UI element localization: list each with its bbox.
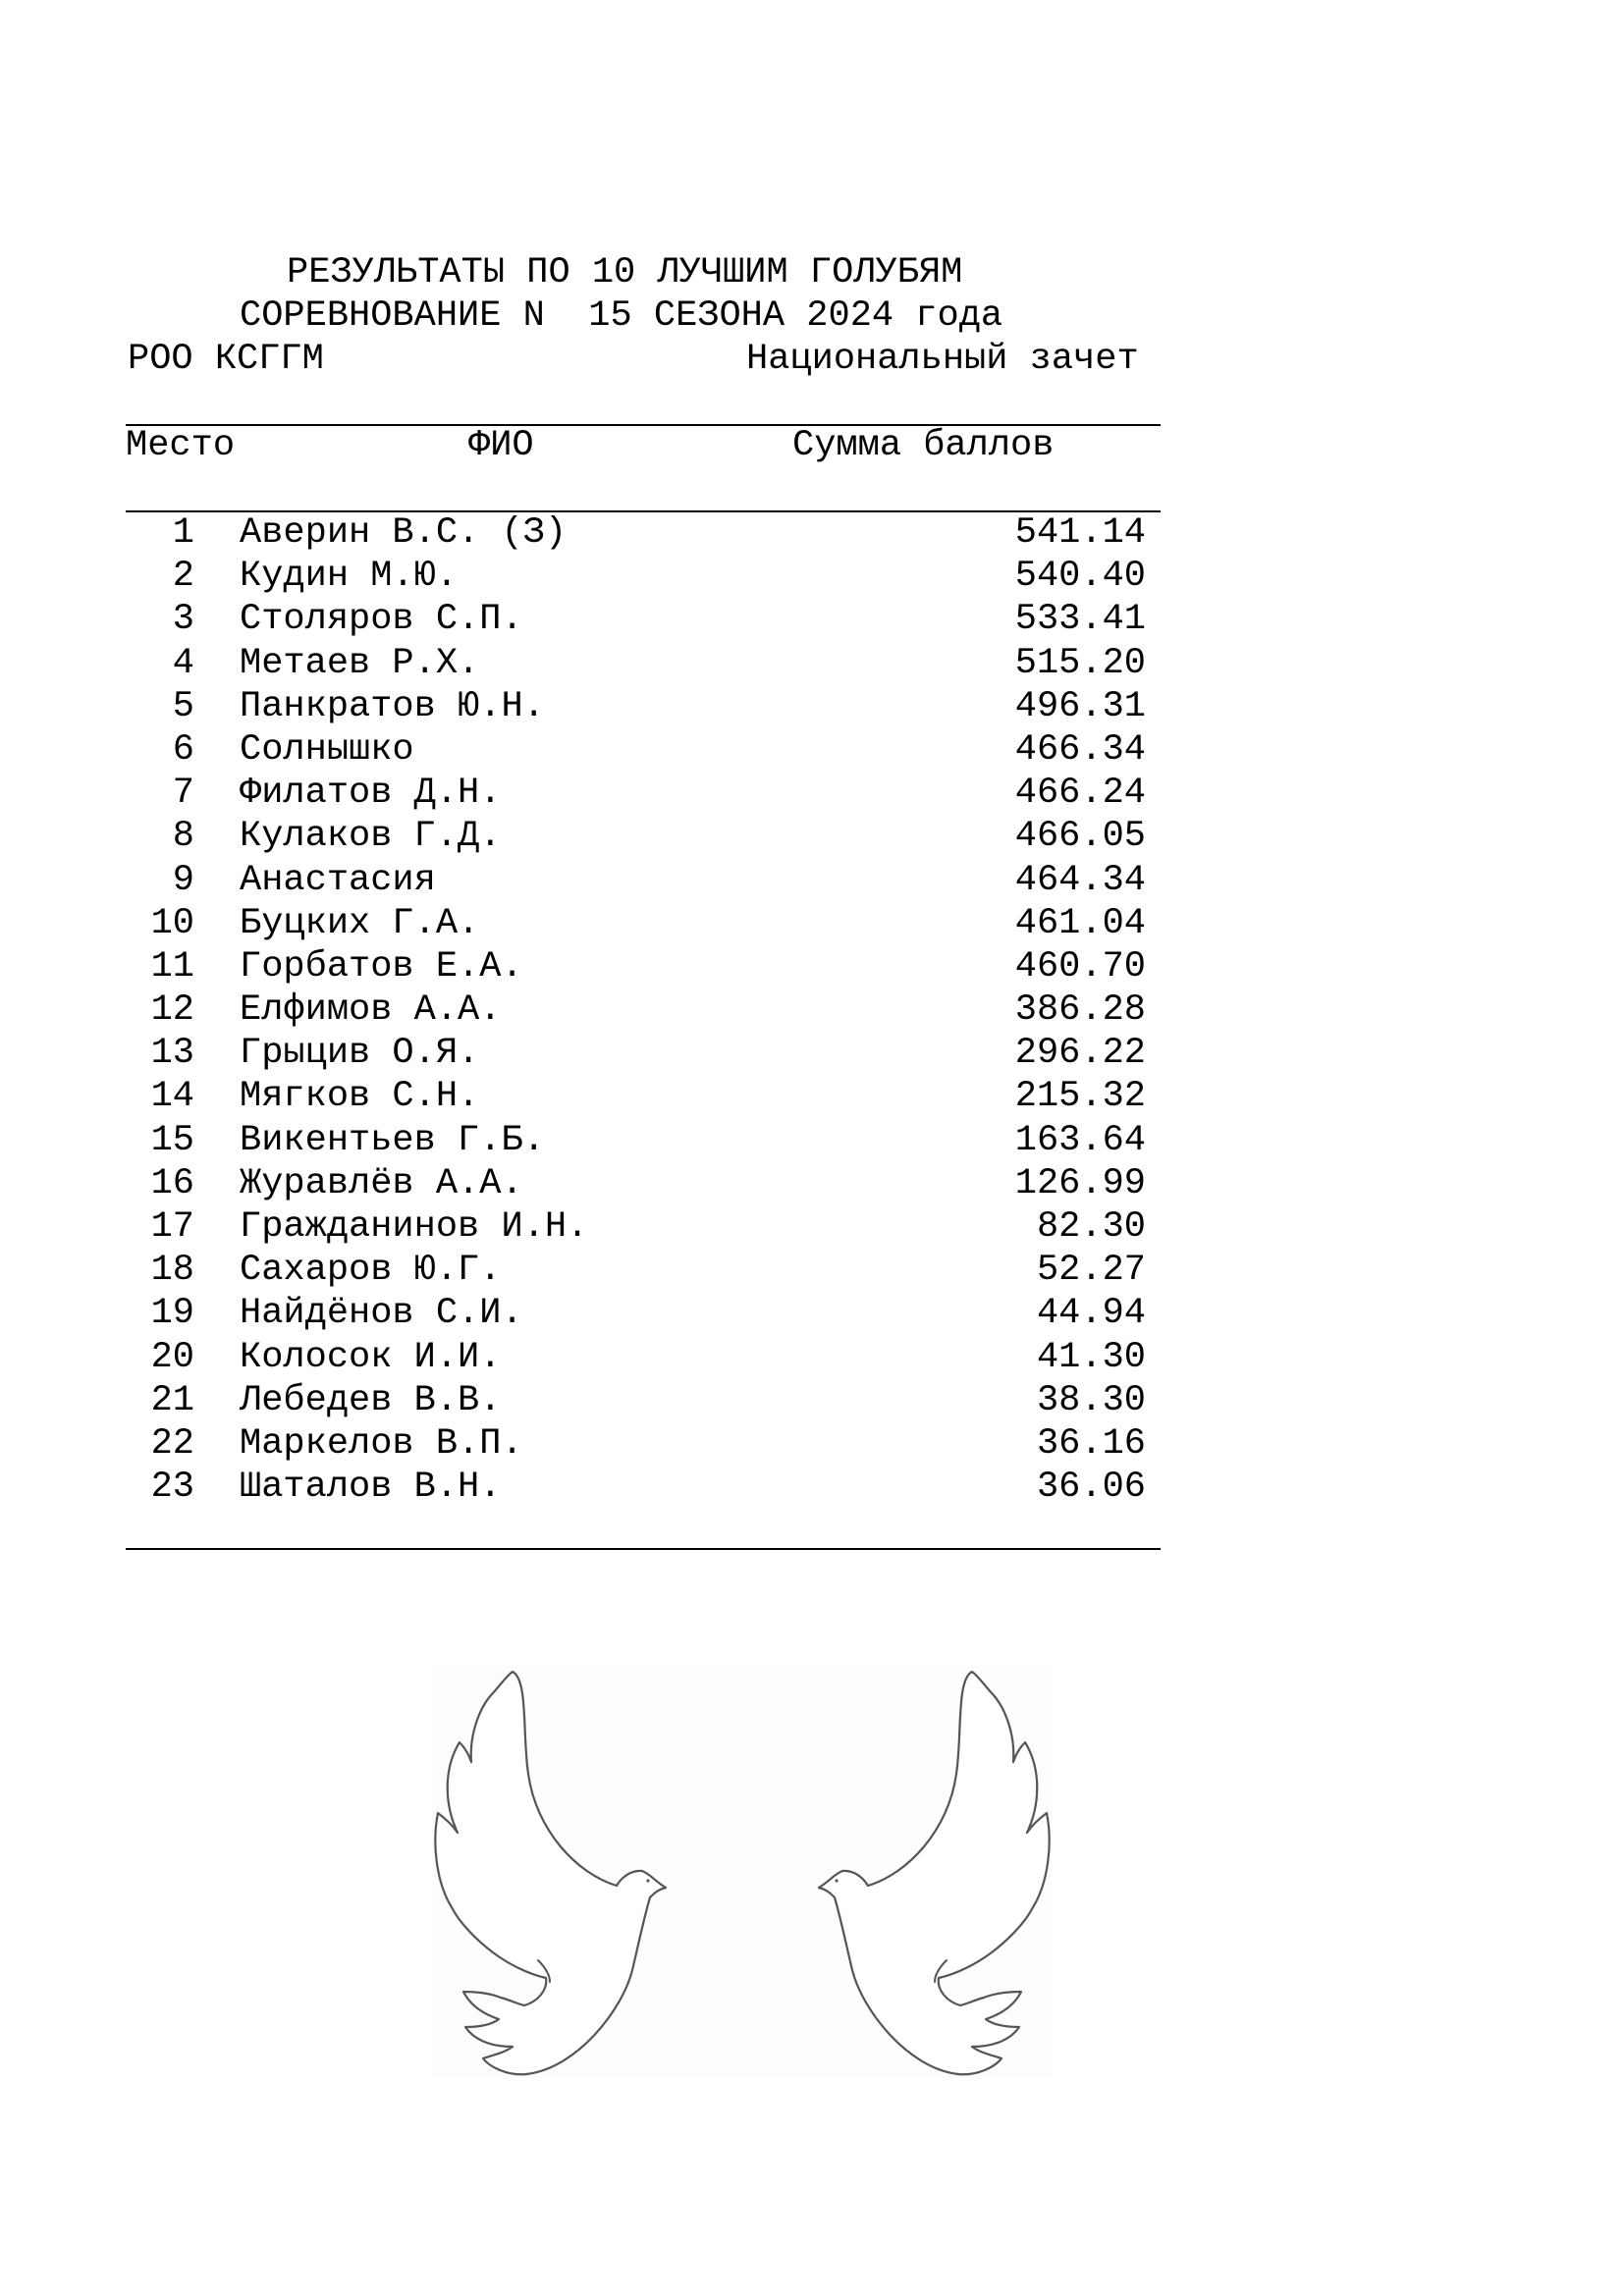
row-score: 541.14 [1014, 512, 1146, 554]
row-name: Метаев Р.Х. [240, 642, 480, 684]
row-place: 1 [172, 512, 194, 554]
row-place: 11 [150, 945, 194, 988]
competition-subtitle: СОРЕВНОВАНИЕ N 15 СЕЗОНА 2024 года [240, 295, 1003, 337]
table-row [126, 1249, 1161, 1292]
row-name: Филатов Д.Н. [240, 773, 502, 815]
row-score: 36.16 [1036, 1422, 1146, 1465]
table-row [126, 902, 1161, 945]
table-row [126, 642, 1161, 685]
row-place: 23 [150, 1467, 194, 1509]
row-name: Грыцив О.Я. [240, 1033, 480, 1075]
row-score: 461.04 [1014, 902, 1146, 944]
table-row [126, 1162, 1161, 1205]
table-row [126, 772, 1161, 815]
row-place: 3 [172, 599, 194, 641]
row-name: Кудин М.Ю. [240, 556, 459, 598]
table-row [126, 945, 1161, 988]
row-place: 8 [172, 816, 194, 858]
row-place: 15 [150, 1119, 194, 1161]
table-row [126, 1119, 1161, 1162]
row-score: 466.24 [1014, 773, 1146, 815]
row-score: 296.22 [1014, 1033, 1146, 1075]
row-score: 515.20 [1014, 642, 1146, 684]
row-score: 215.32 [1014, 1076, 1146, 1118]
row-name: Кулаков Г.Д. [240, 816, 502, 858]
row-name: Горбатов Е.А. [240, 945, 523, 988]
results-table [126, 511, 1161, 1509]
row-score: 386.28 [1014, 989, 1146, 1032]
column-header-name: ФИО [468, 425, 534, 466]
row-place: 16 [150, 1162, 194, 1204]
table-row [126, 1205, 1161, 1249]
table-row [126, 1336, 1161, 1379]
row-place: 7 [172, 773, 194, 815]
table-row [126, 728, 1161, 772]
row-place: 10 [150, 902, 194, 944]
table-row [126, 1075, 1161, 1118]
row-score: 36.06 [1036, 1467, 1146, 1509]
row-score: 466.05 [1014, 816, 1146, 858]
table-row [126, 859, 1161, 902]
row-place: 9 [172, 859, 194, 901]
table-row [126, 988, 1161, 1032]
row-name: Сахаров Ю.Г. [240, 1250, 502, 1292]
row-name: Панкратов Ю.Н. [240, 685, 545, 727]
row-name: Колосок И.И. [240, 1336, 502, 1378]
row-place: 20 [150, 1336, 194, 1378]
row-place: 14 [150, 1076, 194, 1118]
row-place: 17 [150, 1206, 194, 1248]
row-place: 22 [150, 1422, 194, 1465]
row-score: 496.31 [1014, 685, 1146, 727]
row-name: Лебедев В.В. [240, 1379, 502, 1421]
table-row [126, 685, 1161, 728]
row-place: 2 [172, 556, 194, 598]
row-score: 533.41 [1014, 599, 1146, 641]
row-score: 44.94 [1036, 1293, 1146, 1335]
row-name: Солнышко [240, 728, 414, 771]
row-name: Мягков С.Н. [240, 1076, 480, 1118]
table-row [126, 815, 1161, 858]
table-row [126, 598, 1161, 641]
row-name: Гражданинов И.Н. [240, 1206, 589, 1248]
row-score: 41.30 [1036, 1336, 1146, 1378]
organization-name: РОО КСГГМ [128, 339, 324, 380]
row-name: Анастасия [240, 859, 436, 901]
row-place: 21 [150, 1379, 194, 1421]
report-title: РЕЗУЛЬТАТЫ ПО 10 ЛУЧШИМ ГОЛУБЯМ [287, 252, 963, 294]
row-score: 82.30 [1036, 1206, 1146, 1248]
row-name: Аверин В.С. (З) [240, 512, 568, 554]
row-score: 126.99 [1014, 1162, 1146, 1204]
row-place: 4 [172, 642, 194, 684]
row-place: 18 [150, 1250, 194, 1292]
scoring-category: Национальный зачет [746, 339, 1139, 380]
table-row [126, 1292, 1161, 1335]
row-place: 13 [150, 1033, 194, 1075]
column-header-place: Место [126, 425, 236, 466]
row-score: 52.27 [1036, 1250, 1146, 1292]
row-place: 6 [172, 728, 194, 771]
divider-bottom [126, 1548, 1161, 1550]
row-name: Буцких Г.А. [240, 902, 480, 944]
table-row [126, 1466, 1161, 1509]
row-name: Елфимов А.А. [240, 989, 502, 1032]
column-header-score: Сумма баллов [792, 425, 1055, 466]
row-name: Найдёнов С.И. [240, 1293, 523, 1335]
row-score: 464.34 [1014, 859, 1146, 901]
row-name: Викентьев Г.Б. [240, 1119, 545, 1161]
row-name: Журавлёв А.А. [240, 1162, 523, 1204]
table-row [126, 555, 1161, 598]
table-row [126, 1422, 1161, 1466]
row-score: 540.40 [1014, 556, 1146, 598]
row-score: 466.34 [1014, 728, 1146, 771]
table-row [126, 1032, 1161, 1075]
table-row [126, 1379, 1161, 1422]
row-place: 12 [150, 989, 194, 1032]
row-place: 19 [150, 1293, 194, 1335]
row-name: Маркелов В.П. [240, 1422, 523, 1465]
table-row [126, 511, 1161, 555]
two-doves-icon [430, 1666, 1055, 2078]
row-score: 38.30 [1036, 1379, 1146, 1421]
row-name: Шаталов В.Н. [240, 1467, 502, 1509]
row-place: 5 [172, 685, 194, 727]
row-score: 163.64 [1014, 1119, 1146, 1161]
row-name: Столяров С.П. [240, 599, 523, 641]
row-score: 460.70 [1014, 945, 1146, 988]
